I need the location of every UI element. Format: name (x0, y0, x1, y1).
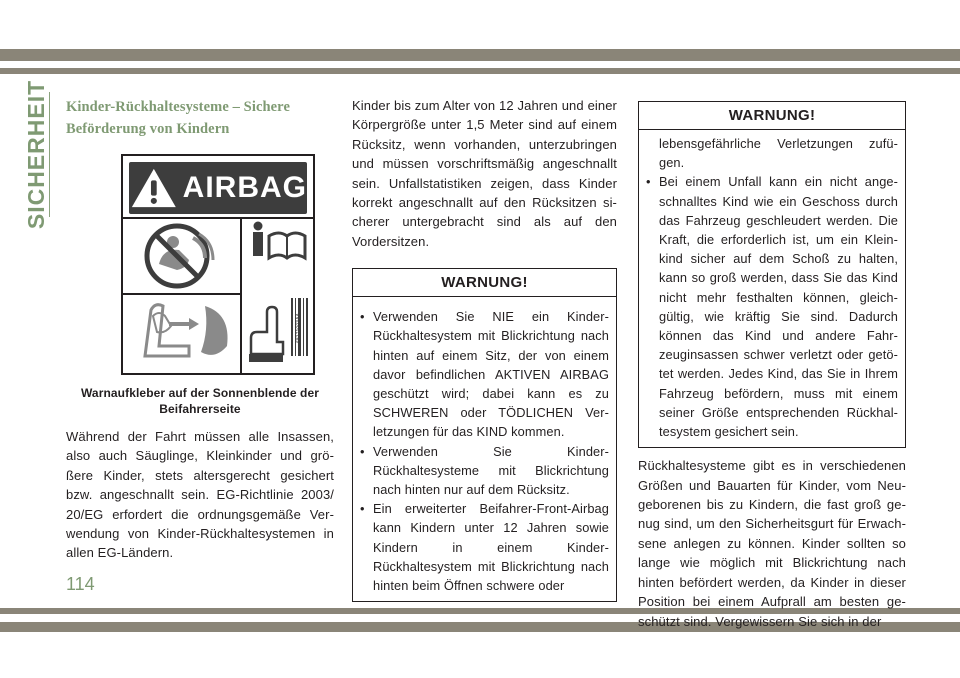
section-heading (66, 96, 334, 140)
warning-title: WARNUNG! (353, 269, 616, 297)
column-1 (66, 96, 334, 563)
warning-item: • Bei einem Unfall kann ein nicht ange-schnalltes Kind wie ein Geschoss durch das Fahrzeug geschleudert werden. Die Kraft, die erforderlich ist, um ein Klein-kind sicher auf dem Schoß zu halten, kann so groß werden, dass Sie das Kind nicht mehr festhalten können, gleich-gültig, wie kräftig Sie sind. Dadurch können das Kind und andere Fahr-zeuginsassen schwer verletzt oder getö-tet werden. Jedes Kind, das Sie in Ihrem Fahrzeug befördern, muss mit einem seiner Größe entsprechenden Rückhal-tesystem gesichert sein. (646, 172, 898, 441)
body-paragraph: Während der Fahrt müssen alle Insassen, also auch Säuglinge, Kleinkinder und grö-ßere Kinder, stets altersgerecht gesichert bzw. angeschnallt sein. EG-Richtlinie 2003/ 20/EG erfordert die ordnungsgemäße Ver-wendung von Kinder-Rückhaltesystemen in allen EG-Ländern. (66, 429, 334, 561)
hand-warning-icon (249, 307, 283, 362)
warning-title: WARNUNG! (639, 102, 905, 130)
no-rear-facing-child-seat-icon (147, 226, 213, 286)
section-side-tab (23, 79, 50, 230)
figure-caption-line-2: Beifahrerseite (159, 402, 241, 416)
figure-caption-line-1: Warnaufkleber auf der Sonnenblende der (80, 386, 320, 400)
figure-caption (66, 385, 334, 417)
page-number: 114 (66, 574, 95, 594)
warning-body (353, 297, 616, 601)
header-band-thick (0, 49, 960, 61)
seat-airbag-deploy-icon (145, 305, 228, 356)
warning-item: • Verwenden Sie NIE ein Kinder-Rückhaltesystem mit Blickrichtung nach hinten auf einem Sitz, der von einem davor befindlichen AKTIVEN AIRBAG geschützt wird; dabei kann es zu SCHWEREN oder TÖDLICHEN Ver-letzungen für das KIND kommen. (360, 307, 609, 441)
warning-box (352, 268, 617, 602)
warning-item: • Ein erweiterter Beifahrer-Front-Airbag kann Kindern unter 12 Jahren sowie Kindern in einem Kinder-Rückhaltesystem mit Blickrichtung nach hinten beim Öffnen schwere oder (360, 499, 609, 595)
body-paragraph: Kinder bis zum Alter von 12 Jahren und einer Körpergröße unter 1,5 Meter sind auf einem Rücksitz, wenn vorhanden, unterzubringen und müssen vorschriftsmäßig angeschnallt sein. Unfallstatistiken zeigen, dass Kinder korrekt angeschnallt auf den Rücksitzen si-cherer untergebracht sind als auf den Vordersitzen. (352, 98, 617, 249)
read-manual-icon (253, 222, 305, 259)
column-3 (638, 101, 906, 631)
body-paragraph: Rückhaltesysteme gibt es in verschiedenen Größen und Bauarten für Kinder, vom Neu-geborenen bis zu Kindern, die fast groß ge-nug sind, um den Sicherheitsgurt für Erwach-sene anlegen zu können. Kinder sollten so lange wie möglich mit Blickrichtung nach hinten befördert werden, da Kinder in dieser Position bei einem Aufprall am besten ge-schützt sind. Vergewissern Sie sich in der (638, 458, 906, 629)
section-heading-line-1: Kinder-Rückhaltesysteme – Sichere (66, 99, 290, 115)
header-band-thin (0, 68, 960, 74)
warning-box (638, 101, 906, 448)
section-heading-line-2: Beförderung von Kindern (66, 121, 230, 137)
barcode-number: 68171003AA (296, 313, 302, 343)
airbag-label-text: AIRBAG (182, 171, 307, 205)
section-side-tab-label: SICHERHEIT (23, 79, 50, 230)
airbag-warning-label (121, 154, 315, 375)
warning-item: • Verwenden Sie Kinder-Rückhaltesysteme mit Blickrichtung nach hinten nur auf dem Rücksitz. (360, 442, 609, 500)
column-2 (352, 96, 617, 602)
warning-body (639, 130, 905, 447)
warning-item-continuation: lebensgefährliche Verletzungen zufü-gen. (659, 136, 898, 171)
